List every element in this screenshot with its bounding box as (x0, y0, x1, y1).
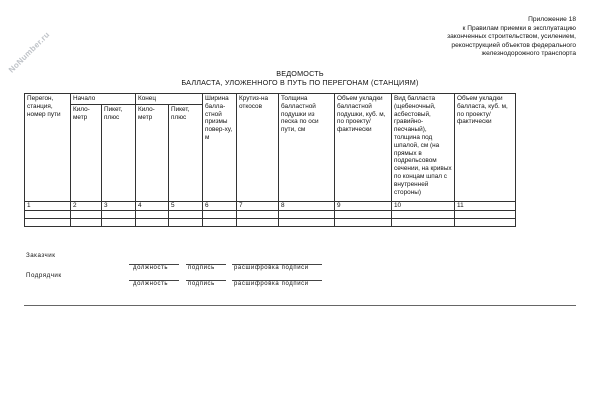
contractor-label: Подрядчик (26, 272, 62, 279)
header-konets-piket: Пикет, плюс (169, 104, 203, 201)
customer-caption-signature: подпись (188, 265, 215, 271)
column-number: 10 (392, 201, 455, 210)
header-konets-km: Кило-метр (136, 104, 169, 201)
column-number: 7 (237, 201, 279, 210)
header-krutizna: Крутиз-на откосов (237, 94, 279, 202)
contractor-caption-decoding: расшифровка подписи (234, 281, 309, 287)
table-empty-row (25, 210, 516, 218)
header-shirina: Ширина балла-стной призмы повер-ху, м (203, 94, 237, 202)
customer-label: Заказчик (26, 252, 56, 259)
title-main: ВЕДОМОСТЬ (276, 69, 324, 78)
column-number: 3 (102, 201, 136, 210)
appendix-note-line: законченных строительством, усилением, (447, 33, 576, 41)
bottom-divider (24, 305, 576, 306)
appendix-note-line: железнодорожного транспорта (481, 50, 576, 58)
appendix-note-line: к Правилам приемки в эксплуатацию (462, 24, 576, 32)
column-number: 4 (136, 201, 169, 210)
column-number: 9 (335, 201, 392, 210)
header-obem-ballasta: Объем укладки балласта, куб. м, по проекту/ фактически (455, 94, 516, 202)
appendix-note (366, 16, 576, 59)
header-nachalo: Начало (71, 94, 136, 105)
document-title (0, 70, 600, 87)
contractor-caption-signature: подпись (188, 281, 215, 287)
customer-caption-position: должность (133, 265, 169, 271)
header-nachalo-piket: Пикет, плюс (102, 104, 136, 201)
header-tolshchina: Толщина балластной подушки из песка по оси пути, см (279, 94, 335, 202)
column-number: 2 (71, 201, 102, 210)
appendix-note-line: Приложение 18 (528, 16, 576, 23)
table-header-row (25, 94, 516, 105)
header-konets: Конец (136, 94, 203, 105)
watermark: NoNumber.ru (6, 30, 52, 75)
header-obem-podushki: Объем укладки балластной подушки, куб. м, по проекту/ фактически (335, 94, 392, 202)
header-peregon: Перегон, станция, номер пути (25, 94, 71, 202)
table-empty-row (25, 218, 516, 226)
column-number-row (25, 201, 516, 210)
column-number: 5 (169, 201, 203, 210)
contractor-caption-position: должность (133, 281, 169, 287)
title-sub: БАЛЛАСТА, УЛОЖЕННОГО В ПУТЬ ПО ПЕРЕГОНАМ (СТАНЦИЯМ) (181, 77, 419, 87)
header-nachalo-km: Кило-метр (71, 104, 102, 201)
column-number: 11 (455, 201, 516, 210)
column-number: 6 (203, 201, 237, 210)
ballast-table (24, 93, 516, 227)
appendix-note-line: реконструкцией объектов федерального (451, 41, 576, 49)
column-number: 8 (279, 201, 335, 210)
customer-caption-decoding: расшифровка подписи (234, 265, 309, 271)
header-vid-ballasta: Вид балласта (щебеночный, асбестовый, гравийно-песчаный), толщина под шпалой, см (на прямых в подрельсовом сечении, на кривых по концам шпал с внутренней стороны) (392, 94, 455, 202)
column-number: 1 (25, 201, 71, 210)
